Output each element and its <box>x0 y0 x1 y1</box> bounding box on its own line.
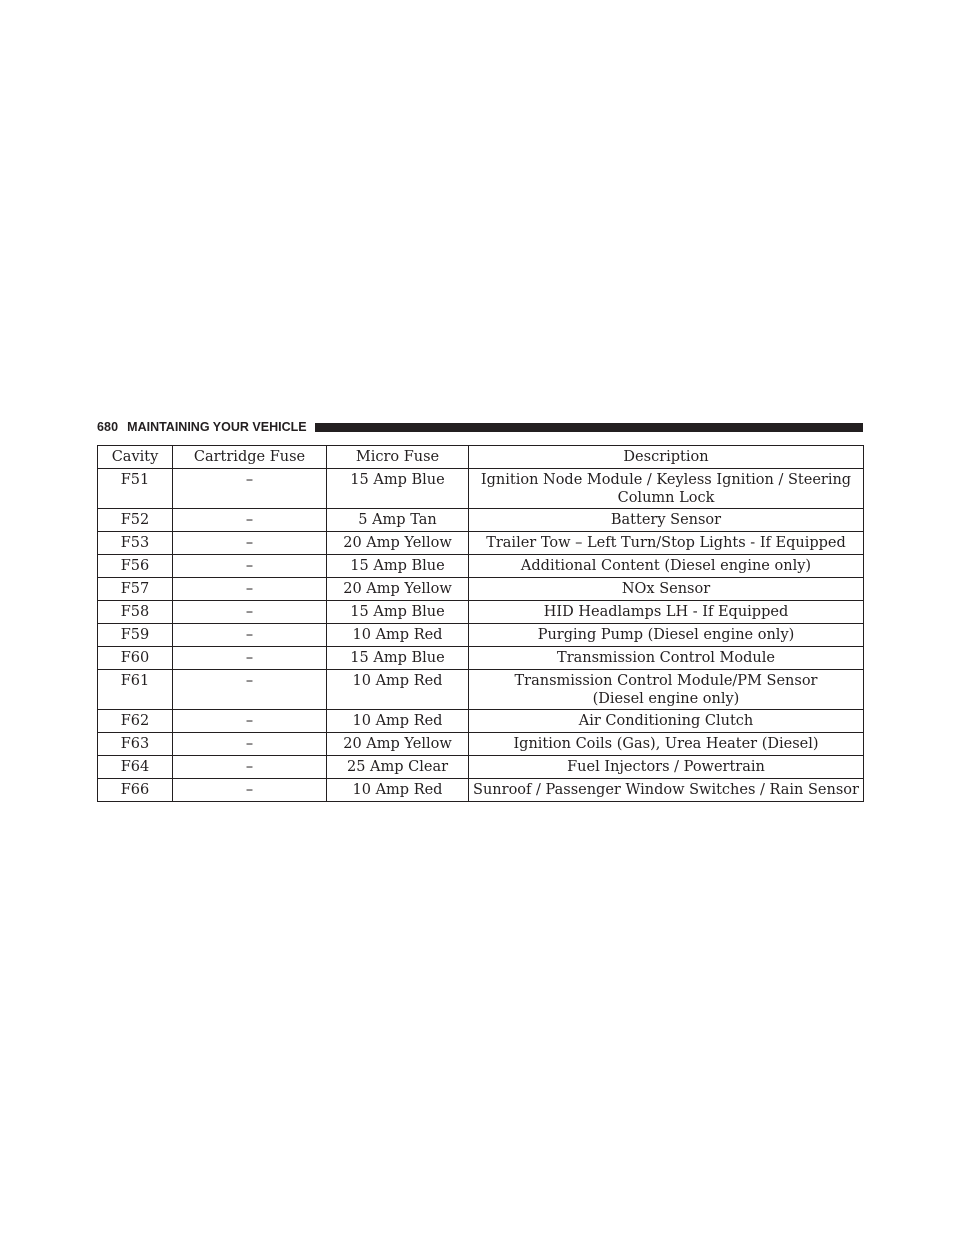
micro-fuse-cell: 25 Amp Clear <box>327 756 469 779</box>
description-cell <box>469 756 864 779</box>
cartridge-fuse-cell: – <box>173 756 327 779</box>
table-row <box>98 469 864 509</box>
description-cell <box>469 710 864 733</box>
header-rule <box>315 423 863 432</box>
cartridge-fuse-cell: – <box>173 532 327 555</box>
micro-fuse-cell: 10 Amp Red <box>327 624 469 647</box>
description-cell <box>469 555 864 578</box>
cavity-cell: F51 <box>98 469 173 509</box>
description-line: Trailer Tow – Left Turn/Stop Lights - If Equipped <box>486 535 846 551</box>
cartridge-fuse-cell: – <box>173 509 327 532</box>
table-row <box>98 532 864 555</box>
cartridge-fuse-cell: – <box>173 624 327 647</box>
description-cell <box>469 779 864 802</box>
cavity-cell: F59 <box>98 624 173 647</box>
description-line: Ignition Node Module / Keyless Ignition / Steering <box>480 472 852 488</box>
fuse-table-body <box>98 469 864 802</box>
page-header <box>97 419 863 435</box>
description-line: (Diesel engine only) <box>592 691 740 707</box>
cavity-cell: F61 <box>98 670 173 710</box>
table-row <box>98 509 864 532</box>
cartridge-fuse-cell: – <box>173 779 327 802</box>
micro-fuse-cell: 20 Amp Yellow <box>327 733 469 756</box>
micro-fuse-cell: 15 Amp Blue <box>327 469 469 509</box>
cavity-cell: F58 <box>98 601 173 624</box>
cavity-cell: F57 <box>98 578 173 601</box>
micro-fuse-cell: 10 Amp Red <box>327 670 469 710</box>
description-line: Purging Pump (Diesel engine only) <box>537 627 795 643</box>
micro-fuse-cell: 15 Amp Blue <box>327 647 469 670</box>
description-line: Battery Sensor <box>610 512 722 528</box>
table-row <box>98 779 864 802</box>
micro-fuse-cell: 10 Amp Red <box>327 710 469 733</box>
cavity-cell: F53 <box>98 532 173 555</box>
micro-fuse-cell: 20 Amp Yellow <box>327 532 469 555</box>
cavity-cell: F52 <box>98 509 173 532</box>
section-title: MAINTAINING YOUR VEHICLE <box>127 420 307 434</box>
description-line: Ignition Coils (Gas), Urea Heater (Diesel) <box>513 736 819 752</box>
table-row <box>98 601 864 624</box>
description-line: NOx Sensor <box>621 581 711 597</box>
description-cell <box>469 509 864 532</box>
table-row <box>98 670 864 710</box>
cartridge-fuse-cell: – <box>173 469 327 509</box>
cavity-cell: F62 <box>98 710 173 733</box>
description-cell <box>469 647 864 670</box>
cavity-cell: F63 <box>98 733 173 756</box>
cartridge-fuse-cell: – <box>173 670 327 710</box>
table-row <box>98 578 864 601</box>
description-line: Air Conditioning Clutch <box>578 713 754 729</box>
cartridge-fuse-cell: – <box>173 733 327 756</box>
description-line: Column Lock <box>617 490 715 506</box>
cavity-cell: F60 <box>98 647 173 670</box>
table-row <box>98 624 864 647</box>
cartridge-fuse-cell: – <box>173 601 327 624</box>
description-line: Transmission Control Module/PM Sensor <box>514 673 818 689</box>
cavity-cell: F66 <box>98 779 173 802</box>
column-header-cartridge-fuse: Cartridge Fuse <box>173 446 327 469</box>
cartridge-fuse-cell: – <box>173 647 327 670</box>
column-header-micro-fuse: Micro Fuse <box>327 446 469 469</box>
description-line: Transmission Control Module <box>557 650 775 666</box>
description-cell <box>469 532 864 555</box>
description-cell <box>469 601 864 624</box>
column-header-description: Description <box>469 446 864 469</box>
micro-fuse-cell: 20 Amp Yellow <box>327 578 469 601</box>
description-cell <box>469 670 864 710</box>
description-cell <box>469 733 864 756</box>
cavity-cell: F56 <box>98 555 173 578</box>
table-row <box>98 647 864 670</box>
table-row <box>98 710 864 733</box>
description-line: Sunroof / Passenger Window Switches / Rain Sensor <box>473 782 859 798</box>
description-cell <box>469 469 864 509</box>
table-row <box>98 733 864 756</box>
micro-fuse-cell: 15 Amp Blue <box>327 601 469 624</box>
fuse-table <box>97 445 864 802</box>
column-header-cavity: Cavity <box>98 446 173 469</box>
micro-fuse-cell: 5 Amp Tan <box>327 509 469 532</box>
cavity-cell: F64 <box>98 756 173 779</box>
table-row <box>98 555 864 578</box>
micro-fuse-cell: 15 Amp Blue <box>327 555 469 578</box>
description-cell <box>469 578 864 601</box>
cartridge-fuse-cell: – <box>173 555 327 578</box>
micro-fuse-cell: 10 Amp Red <box>327 779 469 802</box>
description-line: Additional Content (Diesel engine only) <box>520 558 812 574</box>
description-line: HID Headlamps LH - If Equipped <box>543 604 789 620</box>
table-row <box>98 756 864 779</box>
page-number: 680 <box>97 420 119 434</box>
table-header-row <box>98 446 864 469</box>
cartridge-fuse-cell: – <box>173 710 327 733</box>
description-line: Fuel Injectors / Powertrain <box>567 759 765 775</box>
cartridge-fuse-cell: – <box>173 578 327 601</box>
description-cell <box>469 624 864 647</box>
